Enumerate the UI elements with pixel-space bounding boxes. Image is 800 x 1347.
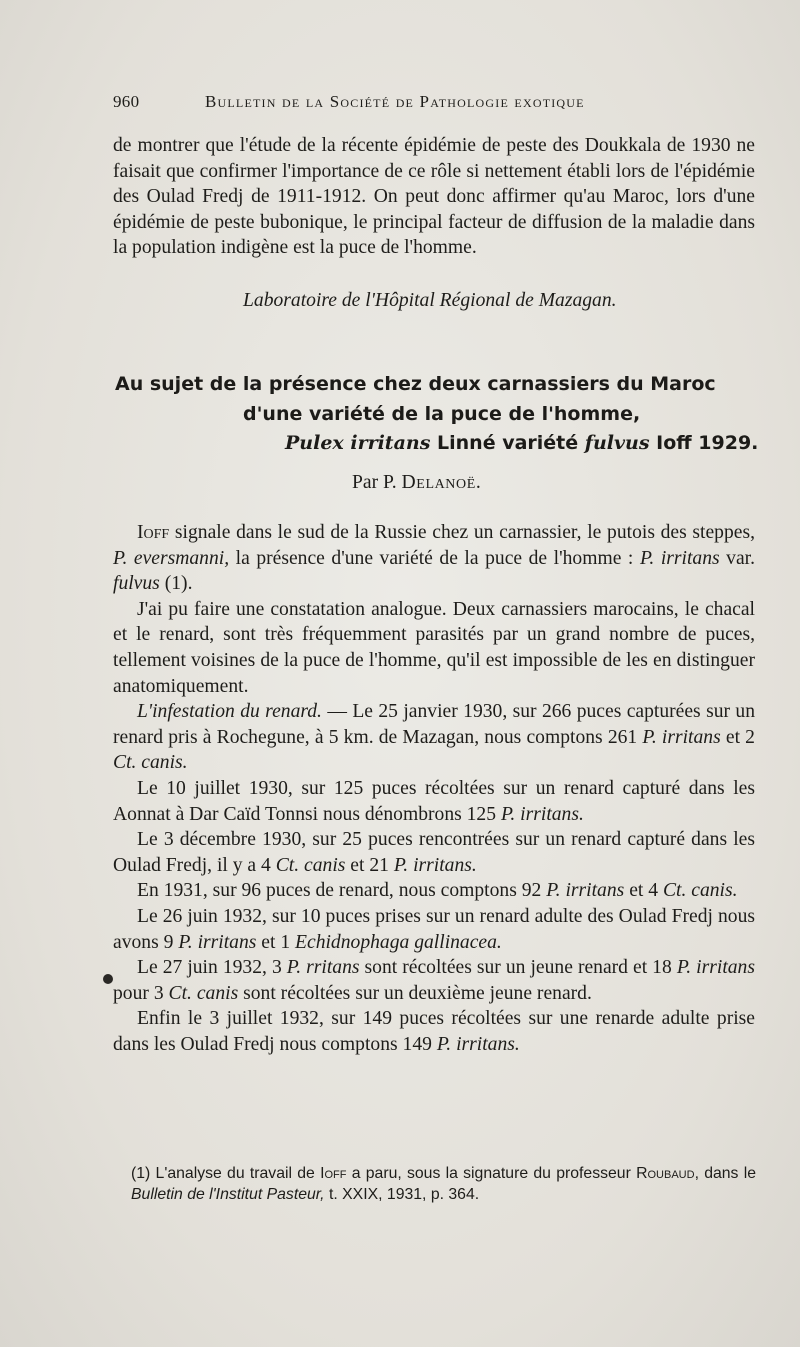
footnote-text-a: (1) L'analyse du travail de [131, 1165, 315, 1182]
p6-species-2: Ct. canis. [662, 880, 738, 902]
article-body [113, 520, 755, 1057]
section-heading: L'infestation du renard. [137, 701, 322, 723]
title-species: Pulex irritans [285, 432, 431, 454]
p7-species-2: Echidnophaga gallinacea. [295, 931, 502, 953]
footnote [131, 1163, 756, 1205]
closing-paragraph [113, 133, 755, 261]
laboratory-signature: Laboratoire de l'Hôpital Régional de Mazagan. [243, 290, 617, 311]
byline [352, 472, 481, 494]
p8-text-c: pour 3 [113, 982, 164, 1004]
author-name: Delanoë. [401, 472, 482, 493]
title-author: Linné variété [437, 432, 579, 454]
paragraph-5 [113, 827, 755, 878]
p5-species-2: P. irritans. [393, 854, 477, 876]
paragraph-7 [113, 904, 755, 955]
footnote-text-d: t. XXIX, 1931, p. 364. [328, 1186, 480, 1203]
title-tail: Ioff 1929. [656, 432, 759, 454]
p9-text-a: Enfin le 3 juillet 1932, sur 149 puces récoltées sur une renarde adulte prise dans les Oulad Fredj nous comptons 149 [113, 1008, 755, 1055]
paragraph-4 [113, 776, 755, 827]
p6-text-b: et 4 [629, 880, 659, 902]
footnote-author: Ioff [320, 1165, 347, 1182]
paragraph-9 [113, 1006, 755, 1057]
running-title: Bulletin de la Société de Pathologie exotique [205, 92, 585, 111]
paragraph-2: J'ai pu faire une constatation analogue. Deux carnassiers marocains, le chacal et le renard, sont très fréquemment parasités par un grand nombre de puces, tellement voisines de la puce de l'homme, qu'il est impossible de les en distinguer anatomiquement. [113, 598, 755, 697]
footnote-text-c: dans le [704, 1165, 756, 1182]
title-variety: fulvus [584, 432, 650, 454]
p8-species: P. rritans [286, 957, 360, 979]
p3-species: P. irritans [642, 726, 721, 748]
p8-text-d: sont récoltées sur un deuxième jeune renard. [243, 982, 592, 1004]
p1-species: P. eversmanni, [113, 547, 230, 569]
p8-text-b: sont récoltées sur un jeune renard et 18 [364, 957, 672, 979]
p1-text-c: var. [726, 547, 756, 569]
p3-species-2: Ct. canis. [113, 752, 188, 774]
p5-text-a: Le 3 décembre 1930, sur 25 puces rencontrées sur un renard capturé dans les Oulad Fredj, il y a 4 [113, 829, 755, 876]
p4-species: P. irritans. [500, 803, 584, 825]
p6-text-a: En 1931, sur 96 puces de renard, nous comptons 92 [137, 880, 542, 902]
byline-prefix: Par P. [352, 472, 397, 493]
article-title-line-1: Au sujet de la présence chez deux carnassiers du Maroc [115, 373, 716, 395]
closing-paragraph-text: de montrer que l'étude de la récente épidémie de peste des Doukkala de 1930 ne faisait que confirmer l'importance de ce rôle si nettement établi lors de l'épidémie des Oulad Fredj de 1911-1912. On peut donc affirmer qu'au Maroc, lors d'une épidémie de peste bubonique, le principal facteur de diffusion de la maladie dans la population indigène est la puce de l'homme. [113, 135, 755, 259]
p8-species-3: Ct. canis [168, 982, 239, 1004]
p8-species-2: P. irritans [676, 957, 755, 979]
p5-text-b: et 21 [350, 854, 389, 876]
p4-text-a: Le 10 juillet 1930, sur 125 puces récoltées sur un renard capturé dans les Aonnat à Dar Caïd Tonnsi nous dénombrons 125 [113, 777, 755, 825]
p7-species: P. irritans [178, 931, 257, 953]
p1-footnote-ref: (1). [164, 573, 193, 595]
p3-text-a: — Le 25 janvier 1930, sur 266 puces capturées sur un renard pris à Rochegune, à 5 km. de Mazagan, nous comptons 261 [113, 701, 755, 748]
paragraph-3 [113, 699, 755, 776]
paragraph-1 [113, 520, 755, 597]
p3-text-b: et 2 [725, 726, 755, 748]
p9-species: P. irritans. [436, 1033, 520, 1055]
p1-text-a: signale dans le sud de la Russie chez un carnassier, le putois des steppes, [174, 522, 755, 543]
p1-text-b: la présence d'une variété de la puce de l'homme : [235, 547, 634, 569]
p6-species: P. irritans [546, 880, 625, 902]
ink-blot-mark [103, 974, 113, 984]
page-number: 960 [113, 92, 140, 111]
footnote-text-b: a paru, sous la signature du professeur [351, 1165, 631, 1182]
p7-text-b: et 1 [261, 931, 291, 953]
paragraph-8 [113, 955, 755, 1006]
footnote-author-2: Roubaud, [636, 1165, 699, 1182]
p1-species-2: P. irritans [639, 547, 720, 569]
article-title-line-2: d'une variété de la puce de l'homme, [243, 403, 641, 425]
paragraph-6 [113, 878, 755, 904]
article-title-line-3 [285, 432, 800, 454]
p5-species: Ct. canis [275, 854, 346, 876]
cited-author: Ioff [137, 522, 170, 543]
p1-variety: fulvus [113, 573, 160, 595]
footnote-journal: Bulletin de l'Institut Pasteur, [131, 1186, 325, 1203]
p8-text-a: Le 27 juin 1932, 3 [137, 957, 282, 979]
p7-text-a: Le 26 juin 1932, sur 10 puces prises sur un renard adulte des Oulad Fredj nous avons 9 [113, 905, 755, 953]
